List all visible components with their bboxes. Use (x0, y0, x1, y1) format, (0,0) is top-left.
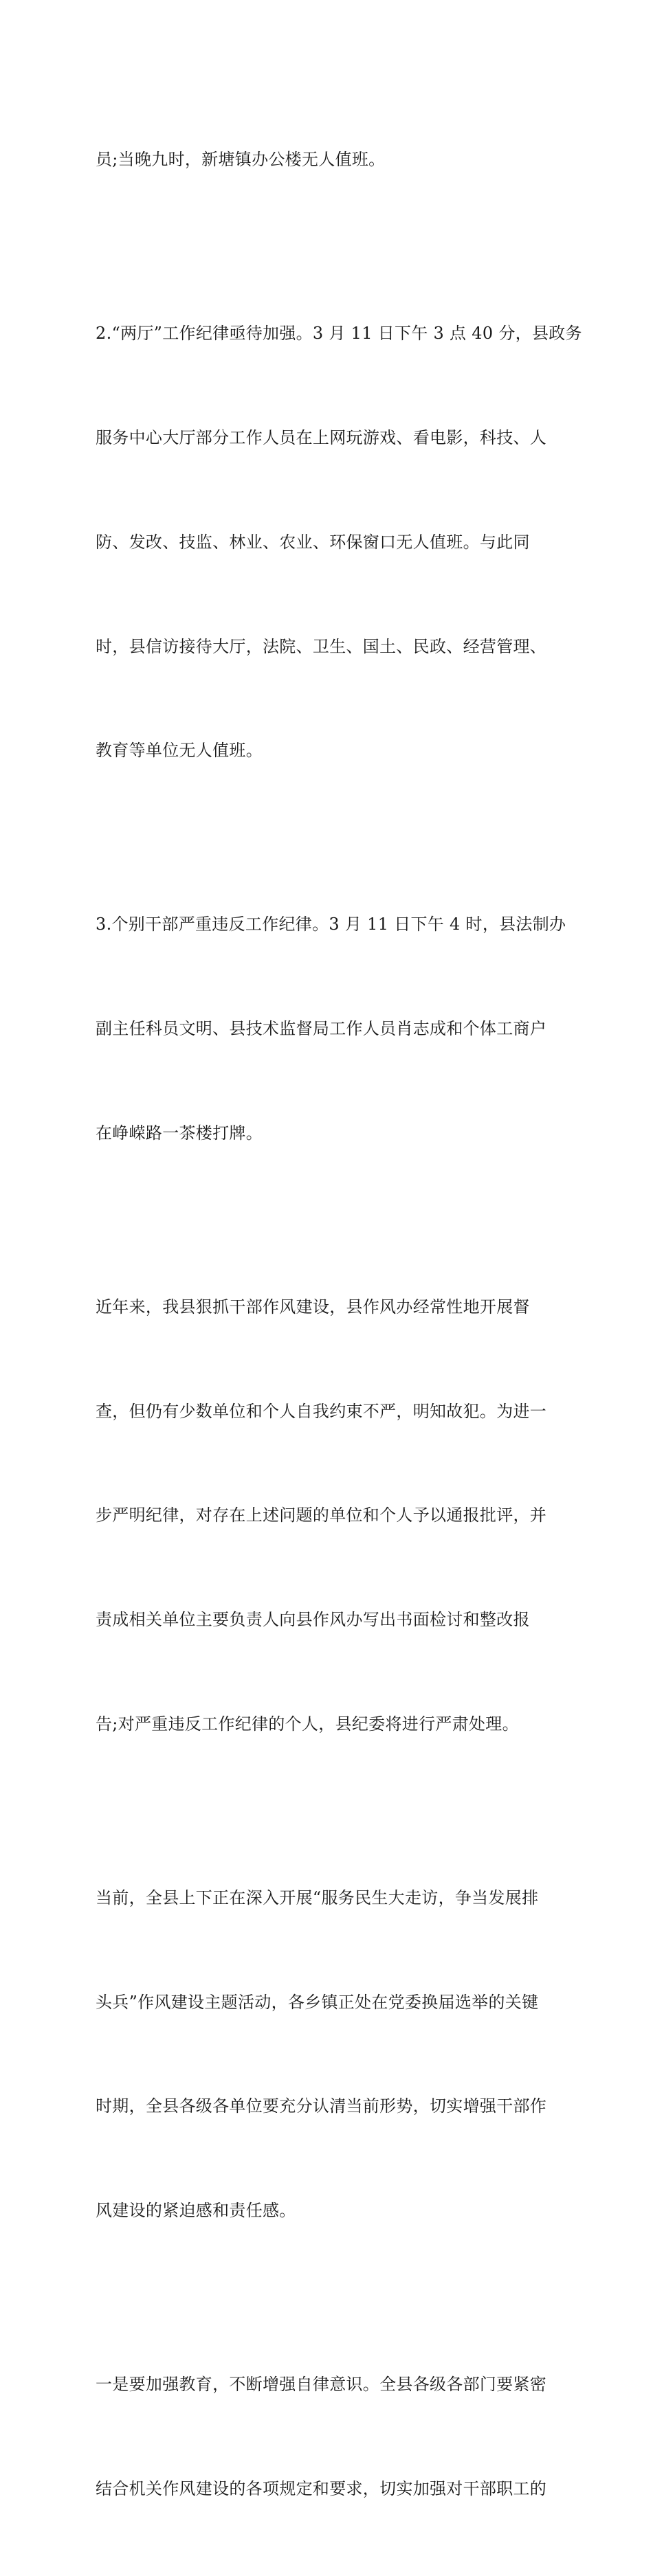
text-line: 结合机关作风建设的各项规定和要求，切实加强对干部职工的 (96, 2478, 547, 2498)
text-line: 近年来，我县狠抓干部作风建设，县作风办经常性地开展督 (96, 1297, 530, 1317)
text-line: 副主任科员文明、县技术监督局工作人员肖志成和个体工商户 (96, 1019, 547, 1039)
text-line: 3.个别干部严重违反工作纪律。3 月 11 日下午 4 时，县法制办 (96, 915, 566, 934)
text-line: 防、发改、技监、林业、农业、环保窗口无人值班。与此同 (96, 532, 530, 552)
text-line: 头兵”作风建设主题活动，各乡镇正处在党委换届选举的关键 (96, 1992, 539, 2012)
paragraph-6 (96, 2298, 563, 2576)
paragraph-3 (96, 838, 566, 1220)
text-line: 责成相关单位主要负责人向县作风办写出书面检讨和整改报 (96, 1610, 530, 1630)
text-line: 当前，全县上下正在深入开展“服务民生大走访，争当发展排 (96, 1888, 539, 1907)
paragraph-1 (96, 73, 563, 247)
text-line: 时，县信访接待大厅，法院、卫生、国土、民政、经营管理、 (96, 636, 547, 656)
paragraph-4 (96, 1220, 563, 1811)
text-line: 2.“两厅”工作纪律亟待加强。3 月 11 日下午 3 点 40 分，县政务 (96, 324, 582, 344)
text-line: 步严明纪律，对存在上述问题的单位和个人予以通报批评，并 (96, 1505, 547, 1525)
text-line: 员;当晚九时，新塘镇办公楼无人值班。 (96, 150, 386, 170)
text-line: 时期，全县各级各单位要充分认清当前形势，切实增强干部作 (96, 2096, 547, 2116)
paragraph-5 (96, 1811, 563, 2298)
paragraph-2 (96, 247, 582, 838)
text-line: 查，但仍有少数单位和个人自我约束不严，明知故犯。为进一 (96, 1401, 547, 1421)
text-line: 服务中心大厅部分工作人员在上网玩游戏、看电影，科技、人 (96, 427, 547, 447)
text-line: 告;对严重违反工作纪律的个人，县纪委将进行严肃处理。 (96, 1714, 519, 1734)
text-line: 一是要加强教育，不断增强自律意识。全县各级各部门要紧密 (96, 2375, 547, 2395)
text-line: 教育等单位无人值班。 (96, 741, 263, 761)
document-body (96, 73, 582, 2576)
text-line: 风建设的紧迫感和责任感。 (96, 2201, 296, 2221)
text-line: 在峥嵘路一茶楼打牌。 (96, 1123, 263, 1143)
